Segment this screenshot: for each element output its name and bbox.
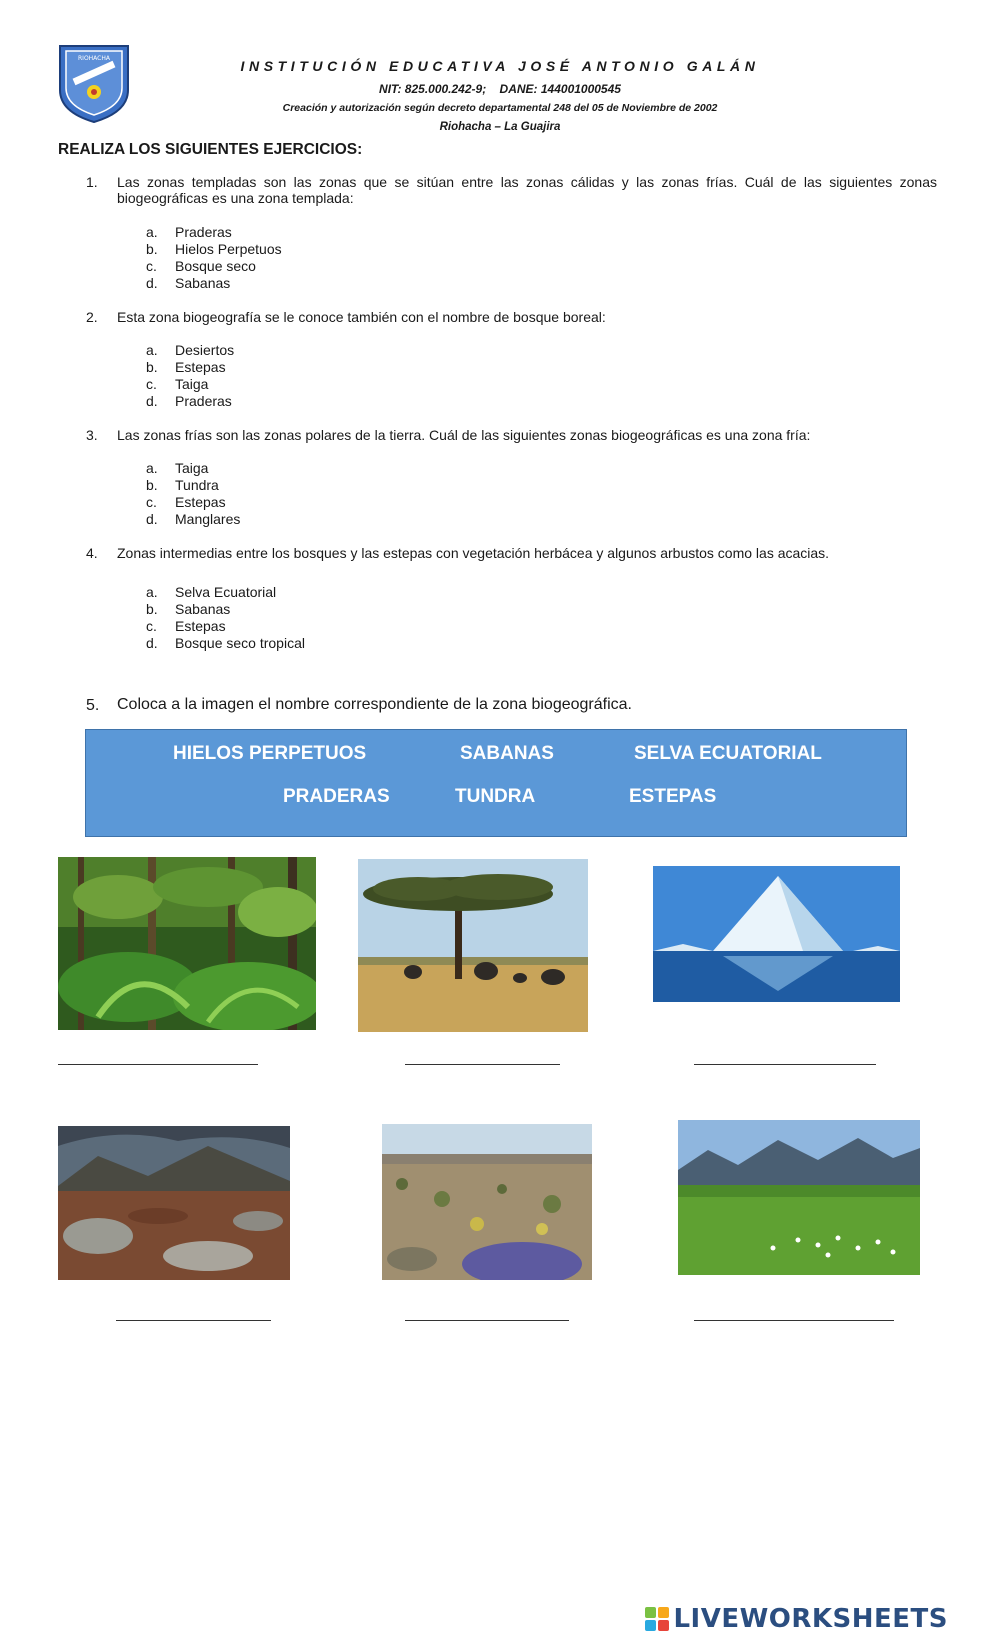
option-item: d. Praderas: [146, 393, 232, 409]
option-item: a. Praderas: [146, 224, 232, 240]
answer-blank[interactable]: [405, 1064, 560, 1065]
option-item: c. Taiga: [146, 376, 209, 392]
savanna-photo: [358, 859, 588, 1032]
institution-title: INSTITUCIÓN EDUCATIVA JOSÉ ANTONIO GALÁN: [240, 58, 760, 74]
option-item: a. Selva Ecuatorial: [146, 584, 277, 600]
option-item: d. Bosque seco tropical: [146, 635, 305, 651]
option-item: d. Manglares: [146, 511, 241, 527]
iceberg-photo: [653, 866, 900, 1002]
question-options: [146, 342, 234, 410]
word-chip[interactable]: HIELOS PERPETUOS: [173, 743, 367, 764]
question-options: [146, 584, 305, 652]
word-chip[interactable]: SELVA ECUATORIAL: [634, 743, 822, 764]
answer-blank[interactable]: [694, 1320, 894, 1321]
rainforest-photo: [58, 857, 316, 1030]
word-chip[interactable]: ESTEPAS: [629, 786, 717, 807]
school-crest: [56, 42, 132, 124]
svg-text:RIOHACHA: RIOHACHA: [78, 55, 110, 62]
option-item: b. Estepas: [146, 359, 226, 375]
question-options: [146, 460, 240, 528]
word-chip[interactable]: SABANAS: [460, 743, 554, 764]
option-item: c. Estepas: [146, 618, 226, 634]
question-number: 4.: [86, 545, 98, 561]
word-bank: [85, 729, 907, 837]
institution-nit: NIT: 825.000.242-9; DANE: 144001000545: [379, 82, 621, 96]
answer-blank[interactable]: [694, 1064, 876, 1065]
answer-blank[interactable]: [116, 1320, 271, 1321]
question-options: [146, 224, 282, 292]
logo-text: LIVEWORKSHEETS: [673, 1604, 948, 1634]
option-item: c. Estepas: [146, 494, 226, 510]
question-text: Zonas intermedias entre los bosques y las estepas con vegetación herbácea y algunos arbustos como las acacias.: [117, 545, 830, 561]
option-item: d. Sabanas: [146, 275, 231, 291]
question-text: Las zonas frías son las zonas polares de la tierra. Cuál de las siguientes zonas biogeográficas es una zona fría:: [117, 427, 811, 443]
steppe-photo: [382, 1124, 592, 1280]
question-number: 3.: [86, 427, 98, 443]
logo-mark-icon: [645, 1607, 669, 1631]
word-chip[interactable]: PRADERAS: [283, 786, 390, 807]
option-item: b. Hielos Perpetuos: [146, 241, 282, 257]
question-text: Las zonas templadas son las zonas que se sitúan entre las zonas cálidas y las zonas frías. Cuál de las siguientes zonas biogeográficas es una zona templada:: [117, 174, 937, 206]
grassland-photo: [678, 1120, 920, 1275]
institution-city: Riohacha – La Guajira: [439, 121, 561, 133]
option-item: c. Bosque seco: [146, 258, 256, 274]
word-chip[interactable]: TUNDRA: [455, 786, 536, 807]
option-item: b. Sabanas: [146, 601, 231, 617]
option-item: a. Desiertos: [146, 342, 235, 358]
liveworksheets-logo: [645, 1604, 948, 1634]
question-text: Coloca a la imagen el nombre correspondiente de la zona biogeográfica.: [117, 696, 632, 713]
question-text: Esta zona biogeografía se le conoce también con el nombre de bosque boreal:: [117, 309, 606, 325]
question-number: 1.: [86, 174, 98, 190]
section-title: REALIZA LOS SIGUIENTES EJERCICIOS:: [58, 141, 363, 158]
answer-blank[interactable]: [405, 1320, 569, 1321]
question-number: 5.: [86, 697, 100, 714]
answer-blank[interactable]: [58, 1064, 258, 1065]
tundra-photo: [58, 1126, 290, 1280]
option-item: b. Tundra: [146, 477, 219, 493]
question-number: 2.: [86, 309, 98, 325]
institution-decree: Creación y autorización según decreto departamental 248 del 05 de Noviembre de 2002: [282, 102, 718, 114]
option-item: a. Taiga: [146, 460, 209, 476]
